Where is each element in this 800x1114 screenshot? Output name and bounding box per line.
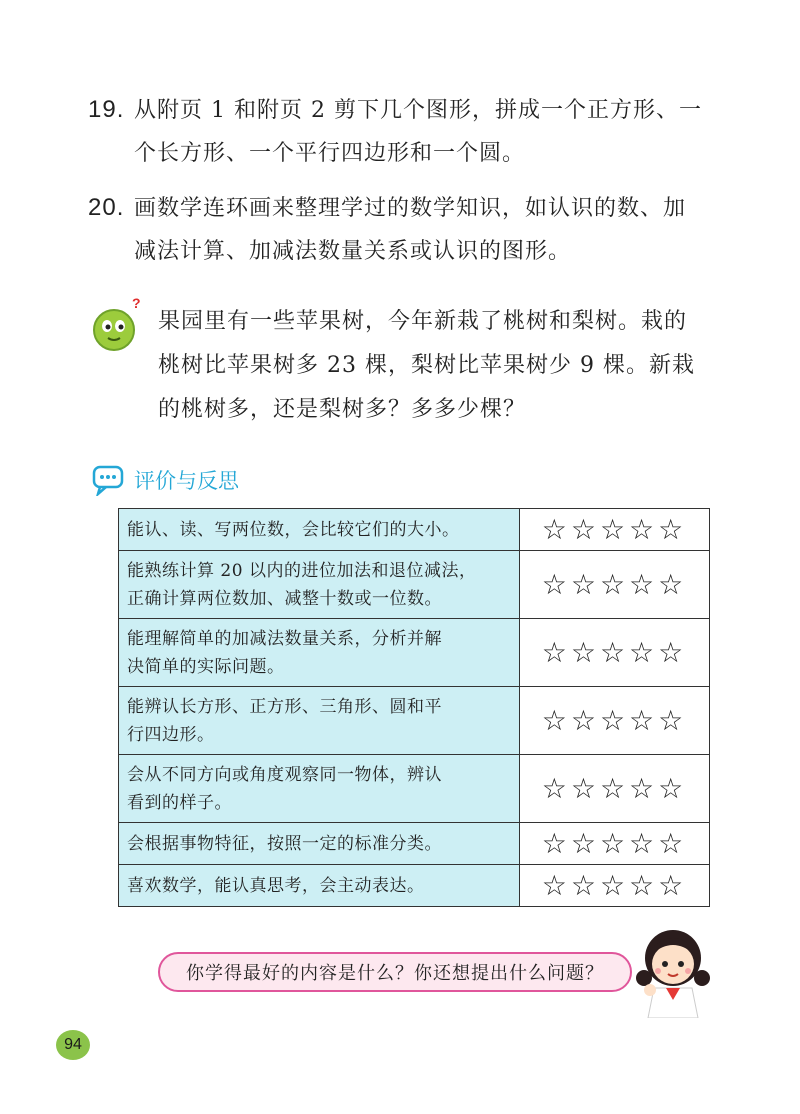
evaluation-header [92,462,239,498]
criterion-text: 会根据事物特征，按照一定的标准分类。 [127,833,442,854]
problem-number: 20. [88,194,125,221]
star-rating[interactable]: ☆☆☆☆☆ [520,619,710,687]
problem-number: 19. [88,96,125,123]
star-rating[interactable]: ☆☆☆☆☆ [520,687,710,755]
star-rating[interactable]: ☆☆☆☆☆ [520,865,710,907]
star-rating[interactable]: ☆☆☆☆☆ [520,755,710,823]
star-rating[interactable]: ☆☆☆☆☆ [520,823,710,865]
star-rating[interactable]: ☆☆☆☆☆ [520,509,710,551]
problem-19 [88,88,728,175]
challenge-text-line: 果园里有一些苹果树，今年新栽了桃树和梨树。栽的 [158,309,688,334]
problem-text-line: 减法计算、加减法数量关系或认识的图形。 [134,239,572,264]
table-row [119,755,710,823]
criterion-cell [119,823,520,865]
table-row [119,619,710,687]
table-row [119,509,710,551]
criterion-text: 能熟练计算 20 以内的进位加法和退位减法， [127,560,477,581]
criterion-text: 喜欢数学，能认真思考，会主动表达。 [127,875,425,896]
challenge-text-line: 的桃树多，还是梨树多？多多少棵？ [158,397,527,422]
table-row [119,823,710,865]
section-title: 评价与反思 [134,469,239,493]
star-rating[interactable]: ☆☆☆☆☆ [520,551,710,619]
page-number: 94 [56,1030,90,1060]
table-row [119,551,710,619]
girl-character-icon [628,918,718,1018]
svg-text:?: ? [132,296,141,311]
evaluation-table [118,508,710,907]
criterion-text: 能辨认长方形、正方形、三角形、圆和平 [127,696,442,717]
criterion-cell [119,755,520,823]
criterion-cell [119,551,520,619]
criterion-cell [119,865,520,907]
chat-bubble-icon [92,464,126,496]
criterion-text: 决简单的实际问题。 [127,656,285,677]
criterion-text: 会从不同方向或角度观察同一物体，辨认 [127,764,442,785]
challenge-problem [158,300,718,432]
table-row [119,865,710,907]
criterion-text: 看到的样子。 [127,792,232,813]
criterion-cell [119,509,520,551]
problem-text-line: 画数学连环画来整理学过的数学知识，如认识的数、加 [134,196,687,221]
criterion-cell [119,687,520,755]
criterion-text: 能认、读、写两位数，会比较它们的大小。 [127,519,460,540]
problem-text-line: 个长方形、一个平行四边形和一个圆。 [134,141,526,166]
criterion-text: 能理解简单的加减法数量关系，分析并解 [127,628,442,649]
challenge-text-line: 桃树比苹果树多 23 棵，梨树比苹果树少 9 棵。新栽 [158,353,695,378]
problem-text-line: 从附页 1 和附页 2 剪下几个图形，拼成一个正方形、一 [134,98,702,123]
criterion-text: 正确计算两位数加、减整十数或一位数。 [127,588,442,609]
table-row [119,687,710,755]
speech-bubble: 你学得最好的内容是什么？你还想提出什么问题？ [158,952,632,992]
criterion-text: 行四边形。 [127,724,215,745]
green-mascot-icon [90,296,146,356]
problem-20 [88,186,728,273]
criterion-cell [119,619,520,687]
